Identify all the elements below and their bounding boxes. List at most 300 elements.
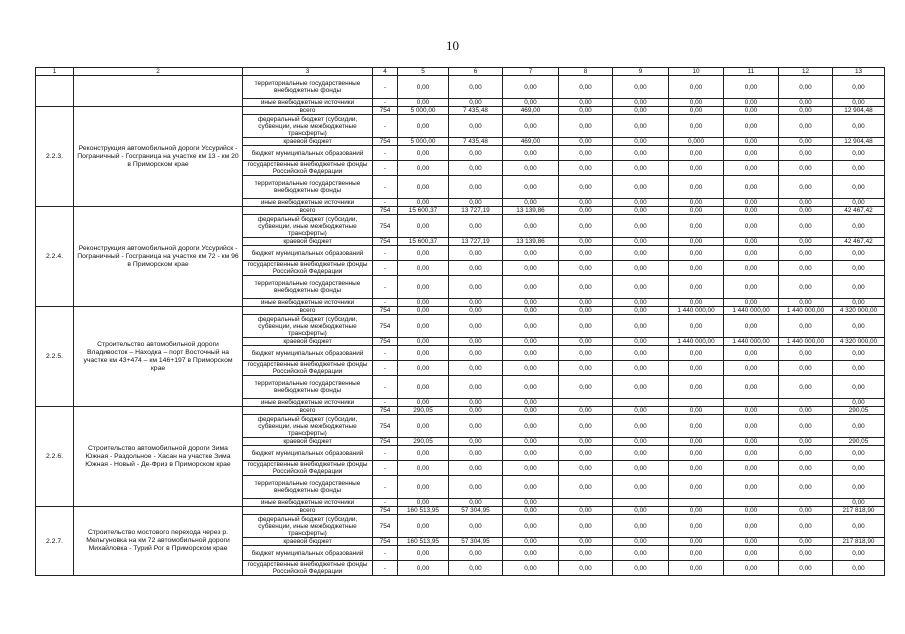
- year-value: 0,00: [779, 407, 833, 415]
- total-value: 0,00: [833, 415, 885, 438]
- total-value: 0,00: [833, 346, 885, 361]
- year-value: 0,00: [613, 261, 669, 276]
- year-value: 0,00: [724, 415, 779, 438]
- year-value: 160 513,95: [398, 507, 449, 515]
- year-value: 0,00: [503, 176, 559, 199]
- year-value: 0,00: [559, 546, 613, 561]
- year-value: 0,00: [669, 438, 724, 446]
- year-value: 0,00: [724, 561, 779, 576]
- year-value: 0,00: [503, 499, 559, 507]
- funding-source: иные внебюджетные источники: [243, 299, 373, 307]
- year-value: 0,00: [779, 507, 833, 515]
- admin-code: -: [373, 376, 398, 399]
- year-value: 469,00: [503, 107, 559, 115]
- year-value: 0,00: [398, 338, 449, 346]
- year-value: 0,00: [503, 507, 559, 515]
- admin-code: 754: [373, 407, 398, 415]
- total-value: 0,00: [833, 161, 885, 176]
- funding-source: иные внебюджетные источники: [243, 99, 373, 107]
- year-value: 0,00: [669, 146, 724, 161]
- funding-source: иные внебюджетные источники: [243, 399, 373, 407]
- year-value: 0,00: [613, 546, 669, 561]
- admin-code: -: [373, 361, 398, 376]
- year-value: 0,00: [669, 276, 724, 299]
- year-value: 0,00: [559, 507, 613, 515]
- year-value: [669, 499, 724, 507]
- year-value: 0,00: [559, 307, 613, 315]
- year-value: 0,00: [559, 361, 613, 376]
- year-value: 0,00: [503, 546, 559, 561]
- year-value: 0,00: [724, 515, 779, 538]
- year-value: 0,00: [613, 199, 669, 207]
- year-value: 0,00: [503, 399, 559, 407]
- year-value: 0,00: [503, 246, 559, 261]
- year-value: 0,00: [559, 276, 613, 299]
- funding-source: территориальные государственные внебюджетные фонды: [243, 176, 373, 199]
- year-value: 0,00: [613, 438, 669, 446]
- year-value: 13 727,19: [449, 238, 503, 246]
- year-value: 0,00: [669, 199, 724, 207]
- year-value: 0,00: [449, 499, 503, 507]
- year-value: 0,00: [724, 76, 779, 99]
- year-value: 0,00: [724, 446, 779, 461]
- funding-source: государственные внебюджетные фонды Российской Федерации: [243, 461, 373, 476]
- year-value: 0,00: [724, 146, 779, 161]
- item-name: [74, 76, 243, 107]
- year-value: 0,00: [724, 346, 779, 361]
- year-value: 0,00: [449, 376, 503, 399]
- year-value: 0,00: [398, 515, 449, 538]
- column-number: 8: [559, 68, 613, 76]
- year-value: 0,00: [503, 476, 559, 499]
- year-value: 0,00: [398, 146, 449, 161]
- item-name: Строительство мостового перехода через р. Мельгуновка на км 72 автомобильной дороги Михайловка - Турий Рог в Приморском крае: [74, 507, 243, 576]
- year-value: 0,00: [669, 99, 724, 107]
- year-value: 0,00: [613, 99, 669, 107]
- item-code: 2.2.7.: [36, 507, 74, 576]
- admin-code: -: [373, 461, 398, 476]
- year-value: 0,00: [503, 361, 559, 376]
- table-row: [36, 507, 885, 515]
- total-value: 0,00: [833, 446, 885, 461]
- admin-code: -: [373, 115, 398, 138]
- year-value: 0,00: [398, 361, 449, 376]
- admin-code: -: [373, 146, 398, 161]
- year-value: 0,00: [613, 461, 669, 476]
- year-value: 0,00: [613, 176, 669, 199]
- year-value: 0,00: [779, 138, 833, 146]
- year-value: 0,00: [669, 415, 724, 438]
- year-value: 0,00: [613, 407, 669, 415]
- year-value: 0,00: [559, 476, 613, 499]
- year-value: 0,00: [449, 476, 503, 499]
- year-value: 0,00: [724, 115, 779, 138]
- column-number: 7: [503, 68, 559, 76]
- year-value: 1 440 000,00: [724, 307, 779, 315]
- year-value: 0,00: [613, 238, 669, 246]
- year-value: 0,00: [669, 207, 724, 215]
- year-value: 0,00: [398, 561, 449, 576]
- year-value: 0,00: [613, 115, 669, 138]
- year-value: 0,00: [779, 515, 833, 538]
- admin-code: 754: [373, 315, 398, 338]
- year-value: 0,00: [503, 261, 559, 276]
- year-value: 0,00: [449, 515, 503, 538]
- total-value: 0,00: [833, 361, 885, 376]
- year-value: 0,00: [559, 338, 613, 346]
- year-value: 0,00: [669, 346, 724, 361]
- year-value: 0,00: [503, 307, 559, 315]
- year-value: 0,00: [449, 415, 503, 438]
- year-value: 0,00: [559, 461, 613, 476]
- year-value: 469,00: [503, 138, 559, 146]
- year-value: 0,00: [779, 315, 833, 338]
- column-number: 4: [373, 68, 398, 76]
- year-value: 0,00: [449, 215, 503, 238]
- year-value: 0,00: [449, 146, 503, 161]
- year-value: 0,00: [449, 246, 503, 261]
- year-value: 0,00: [449, 346, 503, 361]
- year-value: 0,00: [398, 261, 449, 276]
- year-value: 0,00: [779, 215, 833, 238]
- year-value: 0,00: [669, 246, 724, 261]
- admin-code: -: [373, 176, 398, 199]
- funding-source: государственные внебюджетные фонды Российской Федерации: [243, 261, 373, 276]
- year-value: 0,00: [613, 515, 669, 538]
- total-value: 0,00: [833, 176, 885, 199]
- year-value: 290,05: [398, 407, 449, 415]
- year-value: 5 000,00: [398, 138, 449, 146]
- year-value: 0,00: [669, 515, 724, 538]
- year-value: [724, 499, 779, 507]
- year-value: 0,00: [669, 115, 724, 138]
- total-value: 0,00: [833, 261, 885, 276]
- year-value: 0,00: [779, 199, 833, 207]
- year-value: 0,00: [613, 538, 669, 546]
- year-value: 15 600,37: [398, 207, 449, 215]
- year-value: 1 440 000,00: [724, 338, 779, 346]
- year-value: 0,00: [449, 276, 503, 299]
- year-value: 0,00: [503, 76, 559, 99]
- year-value: 0,00: [779, 538, 833, 546]
- total-value: 0,00: [833, 399, 885, 407]
- year-value: 0,00: [613, 361, 669, 376]
- funding-source: федеральный бюджет (субсидии, субвенции, иные межбюджетные трансферты): [243, 415, 373, 438]
- year-value: 0,00: [779, 346, 833, 361]
- year-value: 0,00: [559, 346, 613, 361]
- column-number: 11: [724, 68, 779, 76]
- year-value: 0,00: [669, 476, 724, 499]
- year-value: 0,00: [724, 138, 779, 146]
- year-value: [613, 399, 669, 407]
- year-value: 0,00: [559, 246, 613, 261]
- funding-source: краевой бюджет: [243, 538, 373, 546]
- year-value: 0,00: [398, 299, 449, 307]
- total-value: 0,00: [833, 276, 885, 299]
- year-value: 0,00: [724, 315, 779, 338]
- total-value: 0,00: [833, 515, 885, 538]
- column-number: 1: [36, 68, 74, 76]
- funding-source: федеральный бюджет (субсидии, субвенции, иные межбюджетные трансферты): [243, 315, 373, 338]
- year-value: 160 513,95: [398, 538, 449, 546]
- admin-code: 754: [373, 107, 398, 115]
- funding-source: территориальные государственные внебюджетные фонды: [243, 476, 373, 499]
- admin-code: -: [373, 346, 398, 361]
- admin-code: 754: [373, 538, 398, 546]
- year-value: 0,00: [503, 407, 559, 415]
- year-value: 0,00: [398, 415, 449, 438]
- admin-code: 754: [373, 138, 398, 146]
- year-value: 0,00: [669, 546, 724, 561]
- year-value: 0,00: [613, 215, 669, 238]
- funding-source: иные внебюджетные источники: [243, 199, 373, 207]
- year-value: 0,00: [669, 215, 724, 238]
- column-number: 13: [833, 68, 885, 76]
- year-value: 0,00: [559, 176, 613, 199]
- year-value: 0,00: [559, 407, 613, 415]
- year-value: 0,00: [669, 446, 724, 461]
- funding-source: территориальные государственные внебюджетные фонды: [243, 376, 373, 399]
- year-value: 0,00: [724, 376, 779, 399]
- year-value: [779, 399, 833, 407]
- admin-code: -: [373, 499, 398, 507]
- year-value: 0,00: [398, 215, 449, 238]
- admin-code: -: [373, 399, 398, 407]
- year-value: 0,00: [559, 215, 613, 238]
- funding-source: краевой бюджет: [243, 138, 373, 146]
- year-value: 0,00: [613, 338, 669, 346]
- admin-code: -: [373, 276, 398, 299]
- year-value: 0,00: [449, 261, 503, 276]
- year-value: 0,00: [449, 161, 503, 176]
- admin-code: -: [373, 546, 398, 561]
- year-value: 0,00: [398, 499, 449, 507]
- year-value: 0,00: [398, 115, 449, 138]
- year-value: 0,00: [669, 107, 724, 115]
- year-value: 0,00: [613, 415, 669, 438]
- year-value: 0,00: [613, 476, 669, 499]
- year-value: 5 000,00: [398, 107, 449, 115]
- year-value: 0,00: [669, 261, 724, 276]
- year-value: [613, 499, 669, 507]
- year-value: 0,00: [398, 476, 449, 499]
- year-value: 0,00: [724, 207, 779, 215]
- year-value: 1 440 000,00: [669, 338, 724, 346]
- year-value: 0,00: [669, 538, 724, 546]
- year-value: 0,00: [449, 438, 503, 446]
- total-value: 290,05: [833, 407, 885, 415]
- year-value: 0,00: [398, 76, 449, 99]
- year-value: 0,00: [503, 115, 559, 138]
- year-value: 0,00: [669, 507, 724, 515]
- total-value: 0,00: [833, 76, 885, 99]
- year-value: 0,00: [724, 261, 779, 276]
- year-value: 0,00: [669, 461, 724, 476]
- year-value: 0,00: [559, 138, 613, 146]
- total-value: 0,00: [833, 499, 885, 507]
- year-value: 0,00: [559, 99, 613, 107]
- year-value: 0,00: [398, 307, 449, 315]
- admin-code: 754: [373, 515, 398, 538]
- year-value: 0,00: [449, 546, 503, 561]
- year-value: 0,00: [779, 115, 833, 138]
- year-value: 13 139,86: [503, 238, 559, 246]
- funding-source: всего: [243, 307, 373, 315]
- column-number: 3: [243, 68, 373, 76]
- year-value: 0,00: [779, 438, 833, 446]
- year-value: 0,00: [503, 99, 559, 107]
- admin-code: 754: [373, 338, 398, 346]
- item-name: Строительство автомобильной дороги Зима Южная - Раздольное - Хасан на участке Зима Южная - Новый - Де-Фриз в Приморском крае: [74, 407, 243, 507]
- funding-source: бюджет муниципальных образований: [243, 146, 373, 161]
- year-value: 0,00: [559, 146, 613, 161]
- year-value: 1 440 000,00: [669, 307, 724, 315]
- year-value: 0,00: [398, 246, 449, 261]
- year-value: 0,00: [503, 338, 559, 346]
- total-value: 217 818,90: [833, 507, 885, 515]
- year-value: 0,00: [724, 538, 779, 546]
- year-value: 0,00: [559, 561, 613, 576]
- year-value: 0,000: [669, 138, 724, 146]
- admin-code: -: [373, 99, 398, 107]
- year-value: 0,00: [669, 299, 724, 307]
- column-number: 9: [613, 68, 669, 76]
- total-value: 0,00: [833, 215, 885, 238]
- admin-code: -: [373, 76, 398, 99]
- year-value: 0,00: [779, 546, 833, 561]
- funding-source: федеральный бюджет (субсидии, субвенции, иные межбюджетные трансферты): [243, 115, 373, 138]
- total-value: 0,00: [833, 115, 885, 138]
- year-value: 0,00: [779, 561, 833, 576]
- year-value: 0,00: [398, 315, 449, 338]
- item-name: Строительство автомобильной дороги Владивосток – Находка – порт Восточный на участке км 43+474 – км 146+197 в Приморском крае: [74, 307, 243, 407]
- total-value: 4 320 000,00: [833, 338, 885, 346]
- year-value: 13 727,19: [449, 207, 503, 215]
- table-row: [36, 207, 885, 215]
- year-value: 0,00: [449, 407, 503, 415]
- year-value: 0,00: [503, 438, 559, 446]
- year-value: 0,00: [613, 446, 669, 461]
- year-value: 0,00: [669, 376, 724, 399]
- column-number: 6: [449, 68, 503, 76]
- budget-table: [35, 67, 885, 576]
- year-value: 15 600,37: [398, 238, 449, 246]
- year-value: 0,00: [669, 407, 724, 415]
- year-value: 0,00: [559, 115, 613, 138]
- year-value: 0,00: [779, 415, 833, 438]
- year-value: 1 440 000,00: [779, 307, 833, 315]
- year-value: 0,00: [559, 415, 613, 438]
- year-value: 0,00: [503, 315, 559, 338]
- total-value: 0,00: [833, 246, 885, 261]
- year-value: 0,00: [559, 315, 613, 338]
- year-value: 0,00: [779, 476, 833, 499]
- year-value: 0,00: [779, 446, 833, 461]
- year-value: 0,00: [779, 376, 833, 399]
- year-value: 0,00: [724, 438, 779, 446]
- year-value: 0,00: [613, 207, 669, 215]
- year-value: 0,00: [559, 199, 613, 207]
- year-value: 0,00: [779, 261, 833, 276]
- year-value: 0,00: [398, 461, 449, 476]
- year-value: 57 304,95: [449, 507, 503, 515]
- year-value: 0,00: [724, 476, 779, 499]
- year-value: 0,00: [398, 546, 449, 561]
- year-value: 0,00: [398, 161, 449, 176]
- year-value: 0,00: [779, 299, 833, 307]
- year-value: 0,00: [669, 238, 724, 246]
- year-value: 7 435,48: [449, 107, 503, 115]
- funding-source: государственные внебюджетные фонды Российской Федерации: [243, 161, 373, 176]
- page-number: 10: [446, 38, 459, 53]
- column-number-row: [36, 68, 885, 76]
- total-value: 217 818,90: [833, 538, 885, 546]
- year-value: 0,00: [724, 507, 779, 515]
- year-value: 7 435,48: [449, 138, 503, 146]
- year-value: 0,00: [779, 207, 833, 215]
- year-value: 57 304,95: [449, 538, 503, 546]
- table-row: [36, 307, 885, 315]
- funding-source: территориальные государственные внебюджетные фонды: [243, 276, 373, 299]
- year-value: 0,00: [669, 361, 724, 376]
- year-value: 0,00: [724, 176, 779, 199]
- total-value: 4 320 000,00: [833, 307, 885, 315]
- item-code: [36, 76, 74, 107]
- year-value: 0,00: [559, 376, 613, 399]
- item-name: Реконструкция автомобильной дороги Уссурийск - Пограничный - Госграница на участке км 72 - км 96 в Приморском крае: [74, 207, 243, 307]
- year-value: 0,00: [559, 76, 613, 99]
- funding-source: государственные внебюджетные фонды Российской Федерации: [243, 561, 373, 576]
- admin-code: -: [373, 161, 398, 176]
- admin-code: 754: [373, 238, 398, 246]
- year-value: 0,00: [779, 99, 833, 107]
- funding-source: всего: [243, 207, 373, 215]
- year-value: 0,00: [779, 461, 833, 476]
- year-value: 0,00: [669, 76, 724, 99]
- funding-source: бюджет муниципальных образований: [243, 246, 373, 261]
- funding-source: краевой бюджет: [243, 238, 373, 246]
- year-value: 0,00: [449, 561, 503, 576]
- total-value: 0,00: [833, 146, 885, 161]
- year-value: 0,00: [503, 415, 559, 438]
- year-value: [559, 499, 613, 507]
- column-number: 2: [74, 68, 243, 76]
- total-value: 0,00: [833, 461, 885, 476]
- year-value: 0,00: [503, 161, 559, 176]
- year-value: 0,00: [779, 276, 833, 299]
- year-value: 13 139,86: [503, 207, 559, 215]
- year-value: [559, 399, 613, 407]
- funding-source: краевой бюджет: [243, 338, 373, 346]
- year-value: 0,00: [503, 276, 559, 299]
- year-value: 0,00: [724, 299, 779, 307]
- year-value: 0,00: [779, 107, 833, 115]
- total-value: 0,00: [833, 376, 885, 399]
- table-body: [36, 68, 885, 576]
- year-value: 0,00: [613, 246, 669, 261]
- year-value: 0,00: [779, 238, 833, 246]
- funding-source: бюджет муниципальных образований: [243, 546, 373, 561]
- year-value: 0,00: [779, 176, 833, 199]
- year-value: 0,00: [503, 446, 559, 461]
- admin-code: -: [373, 299, 398, 307]
- admin-code: -: [373, 261, 398, 276]
- year-value: 0,00: [559, 207, 613, 215]
- funding-source: территориальные государственные внебюджетные фонды: [243, 76, 373, 99]
- year-value: 0,00: [613, 107, 669, 115]
- admin-code: -: [373, 561, 398, 576]
- funding-source: всего: [243, 407, 373, 415]
